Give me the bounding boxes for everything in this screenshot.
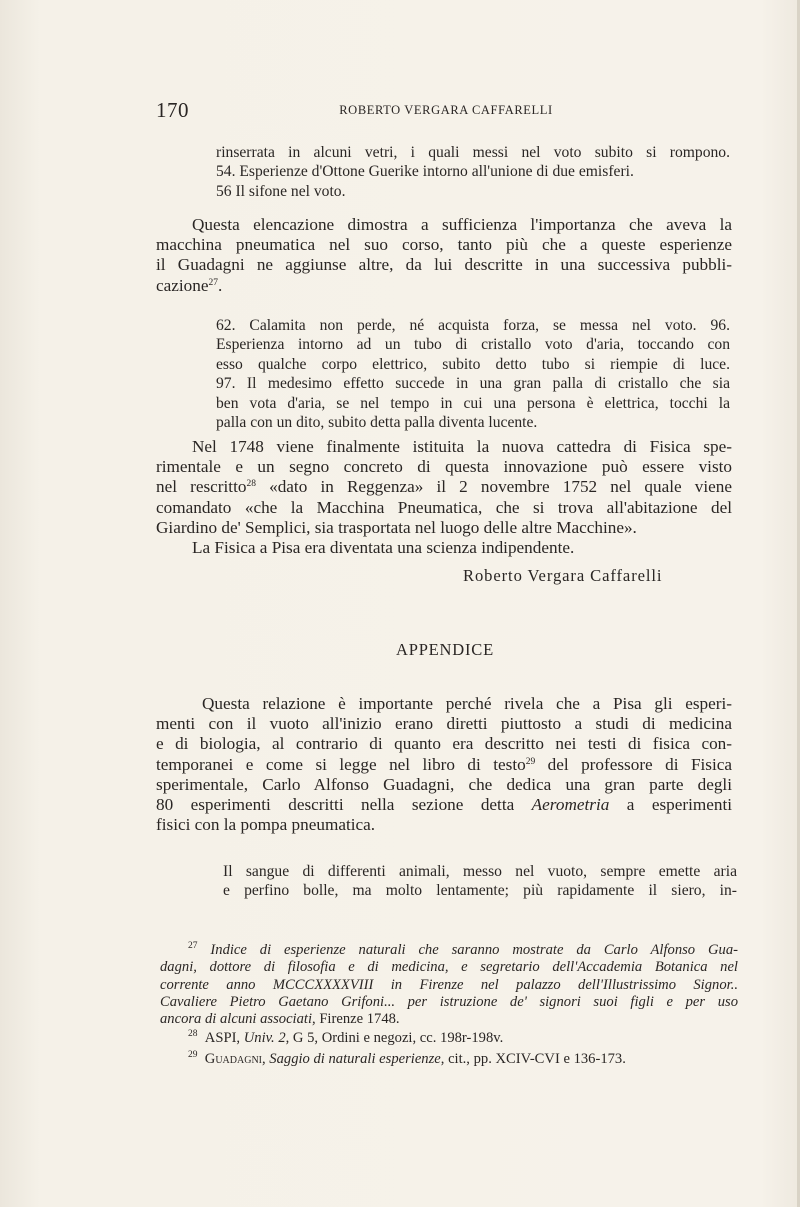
body-line: Giardino de' Semplici, sia trasportata nel luogo delle altre Macchine». [156, 517, 637, 537]
quote-line: ben vota d'aria, se nel tempo in cui una persona è elettrica, tocchi la [216, 394, 730, 412]
quote-line: 62. Calamita non perde, né acquista forza, se messa nel voto. 96. [216, 317, 730, 334]
author-signature: Roberto Vergara Caffarelli [463, 566, 663, 585]
body-line: fisici con la pompa pneumatica. [156, 815, 376, 835]
footnote-text: ASPI, [204, 1030, 244, 1046]
footnote-line [160, 959, 738, 976]
footnote-line [160, 1011, 738, 1028]
quote-middle [216, 316, 730, 432]
body-line: e di biologia, al contrario di quanto era descritto nei testi di fisica con- [156, 734, 732, 754]
body-line [156, 276, 732, 296]
body-line: comandato «che la Macchina Pneumatica, che si trova all'abitazione del [156, 497, 732, 517]
paragraph-2 [156, 437, 732, 558]
paragraph-1 [156, 215, 732, 296]
body-line-text: La Fisica a Pisa era diventata una scienza indipendente. [192, 537, 575, 557]
footnote-text: , G 5, Ordini e negozi, cc. 198r-198v. [285, 1030, 504, 1046]
quote-line: 54. Esperienze d'Ottone Guerike intorno all'unione di due emisferi. [216, 163, 634, 181]
body-line [156, 795, 732, 815]
appendix-heading: APPENDICE [396, 640, 494, 659]
quote-line: 97. Il medesimo effetto succede in una gran palla di cristallo che sia [216, 375, 730, 393]
body-line-text: nel rescritto [156, 477, 247, 497]
body-line [156, 437, 732, 457]
running-head: ROBERTO VERGARA CAFFARELLI [339, 103, 553, 117]
quote-line: Il sangue di differenti animali, messo nel vuoto, sempre emette aria [223, 863, 737, 880]
footnote-text: , [262, 1051, 270, 1067]
footnote-line [160, 994, 738, 1011]
body-line: rimentale e un segno concreto di questa innovazione può essere visto [156, 457, 732, 477]
footnote-text: Univ. 2 [243, 1030, 286, 1046]
footnote-28 [160, 1030, 738, 1047]
footnote-line [160, 1051, 738, 1068]
quote-line: esso qualche corpo elettrico, subito detto tubo si riempie di luce. [216, 355, 730, 373]
body-line: sperimentale, Carlo Alfonso Guadagni, che dedica una gran parte degli [156, 774, 732, 794]
body-line-text: a esperimenti [609, 794, 733, 814]
body-line-text: temporanei e come si legge nel libro di testo [156, 754, 526, 774]
body-line-text: Questa relazione è importante perché rivela che a Pisa gli esperi- [202, 694, 732, 713]
footnote-text: Cavaliere Pietro Gaetano Grifoni... per istruzione de' signori suoi figli e per uso [160, 993, 738, 1010]
footnote-ref: 27 [208, 277, 218, 288]
footnote-29 [160, 1051, 738, 1068]
body-line: macchina pneumatica nel suo corso, tanto più che a queste esperienze [156, 235, 732, 255]
footnote-ref: 28 [246, 479, 256, 490]
quote-line: rinserrata in alcuni vetri, i quali messi nel voto subito si rompono. [216, 144, 730, 161]
footnote-text: , cit., pp. XCIV-CVI e 136-173. [440, 1051, 626, 1067]
body-line [156, 215, 732, 235]
footnote-text: corrente anno MCCCXXXXVIII in Firenze nel palazzo dell'Illustrissimo Signor.. [160, 976, 738, 993]
body-line-text: Questa elencazione dimostra a sufficienza l'importanza che aveva la [192, 215, 732, 234]
body-line: menti con il vuoto all'inizio erano diretti piuttosto a studi di medicina [156, 714, 732, 734]
quote-line: palla con un dito, subito detta palla diventa lucente. [216, 413, 538, 431]
footnote-line [160, 1030, 738, 1047]
footnote-text: , Firenze 1748. [312, 1011, 400, 1028]
body-line: il Guadagni ne aggiunse altre, da lui descritte in una successiva pubbli- [156, 255, 732, 275]
quote-line: Esperienza intorno ad un tubo di cristallo voto d'aria, toccando con [216, 336, 730, 354]
footnote-author: Guadagni [204, 1051, 262, 1067]
body-line [156, 694, 732, 714]
body-line [156, 477, 732, 497]
footnote-text: ancora di alcuni associati [160, 1011, 313, 1028]
page-header [156, 98, 736, 124]
footnote-number: 27 [188, 941, 198, 951]
italic-term: Aerometria [531, 794, 610, 814]
body-line [156, 755, 732, 775]
footnote-line [160, 977, 738, 994]
page-number: 170 [156, 98, 189, 122]
body-line-text: del professore di Fisica [535, 754, 732, 774]
footnote-number: 29 [188, 1050, 198, 1060]
footnote-text: dagni, dottore di filosofia e di medicina, e segretario dell'Accademia Botanica nel [160, 959, 738, 976]
quote-line: e perfino bolle, ma molto lentamente; più rapidamente il siero, in- [223, 882, 737, 900]
quote-line: 56 Il sifone nel voto. [216, 182, 346, 200]
footnote-text: Saggio di naturali esperienze [269, 1051, 441, 1067]
body-line-text: 80 esperimenti descritti nella sezione detta [156, 794, 532, 814]
body-line-text: . [217, 275, 223, 295]
body-line-text: «dato in Reggenza» il 2 novembre 1752 nel quale viene [255, 477, 733, 497]
footnote-ref: 29 [525, 756, 536, 767]
footnote-line [160, 942, 738, 959]
quote-bottom [223, 862, 737, 901]
body-line [156, 538, 732, 558]
quote-top [216, 143, 730, 201]
footnote-27 [160, 942, 738, 1028]
appendix-paragraph [156, 694, 732, 835]
body-line-text: Nel 1748 viene finalmente istituita la nuova cattedra di Fisica spe- [192, 437, 732, 456]
footnote-number: 28 [188, 1029, 198, 1039]
footnote-text: Indice di esperienze naturali che saranno mostrate da Carlo Alfonso Gua- [210, 942, 738, 958]
body-line-text: cazione [156, 275, 209, 295]
